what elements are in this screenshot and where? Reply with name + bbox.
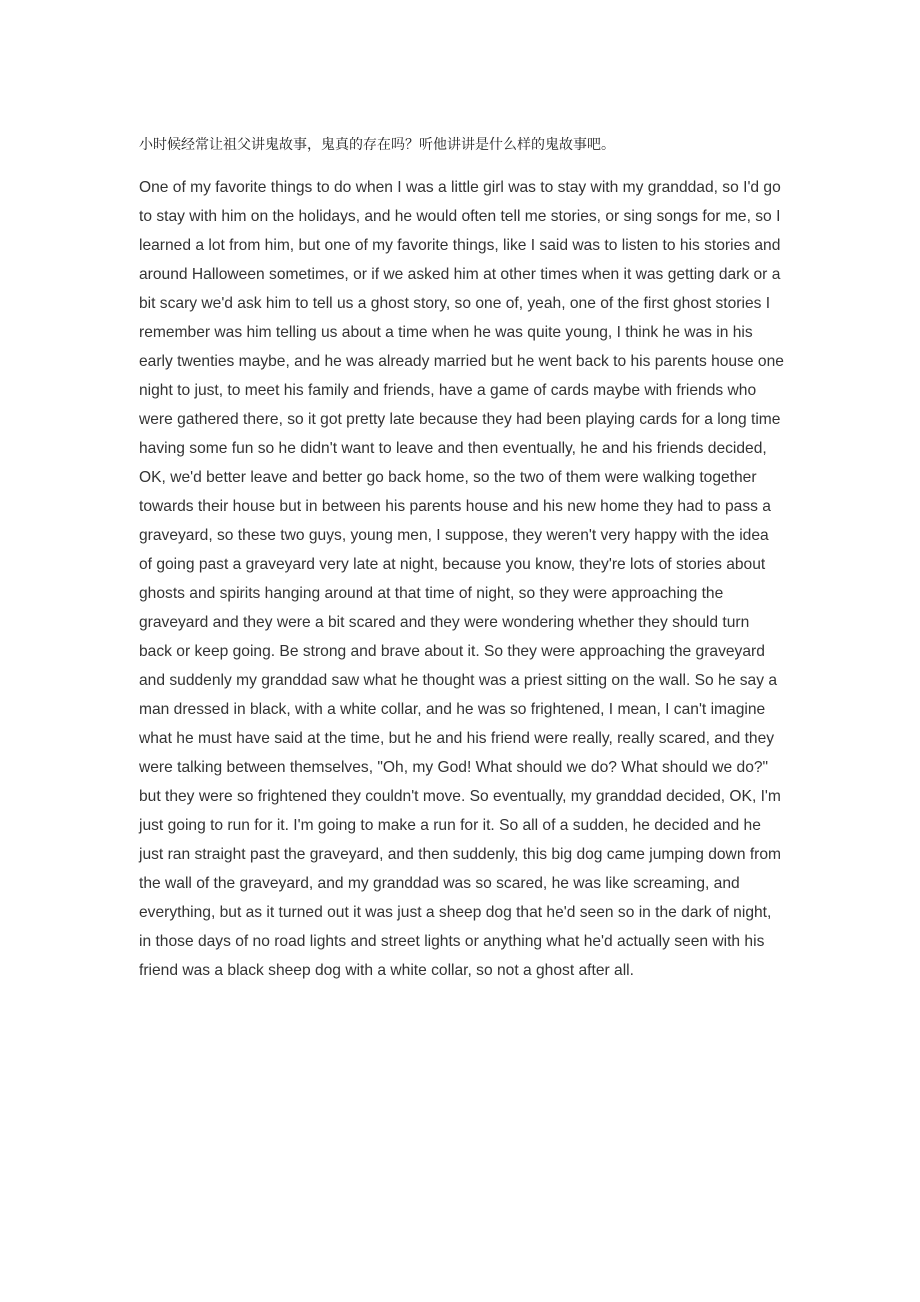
story-text: One of my favorite things to do when I was a little girl was to stay with my granddad, so I'd go to stay with him on the holidays, and he would often tell me stories, or sing songs for me, so I learned a lot from him, but one of my favorite things, like I said was to listen to his stories and around Halloween sometimes, or if we asked him at other times when it was getting dark or a bit scary we'd ask him to tell us a ghost story, so one of, yeah, one of the first ghost stories I remember was him telling us about a time when he was quite young, I think he was in his early twenties maybe, and he was already married but he went back to his parents house one night to just, to meet his family and friends, have a game of cards maybe with friends who were gathered there, so it got pretty late because they had been playing cards for a long time having some fun so he didn't want to leave and then eventually, he and his friends decided, OK, we'd better leave and better go back home, so the two of them were walking together towards their house but in between his parents house and his new home they had to pass a graveyard, so these two guys, young men, I suppose, they weren't very happy with the idea of going past a graveyard very late at night, because you know, they're lots of stories about ghosts and spirits hanging around at that time of night, so they were approaching the graveyard and they were a bit scared and they were wondering whether they should turn back or keep going. Be strong and brave about it. So they were approaching the graveyard and suddenly my granddad saw what he thought was a priest sitting on the wall. So he say a man dressed in black, with a white collar, and he was so frightened, I mean, I can't imagine what he must have said at the time, but he and his friend were really, really scared, and they were talking between themselves, "Oh, my God! What should we do? What should we do?" but they were so frightened they couldn't move. So eventually, my granddad decided, OK, I'm just going to run for it. I'm going to make a run for it. So all of a sudden, he decided and he just ran straight past the graveyard, and then suddenly, this big dog came jumping down from the wall of the graveyard, and my granddad was so scared, he was like screaming, and everything, but as it turned out it was just a sheep dog that he'd seen so in the dark of night, in those days of no road lights and street lights or anything what he'd actually seen with his friend was a black sheep dog with a white collar, so not a ghost after all. xyxy=(139,179,784,979)
document-page xyxy=(139,133,784,985)
intro-text: 小时候经常让祖父讲鬼故事，鬼真的存在吗？听他讲讲是什么样的鬼故事吧。 xyxy=(139,137,615,153)
